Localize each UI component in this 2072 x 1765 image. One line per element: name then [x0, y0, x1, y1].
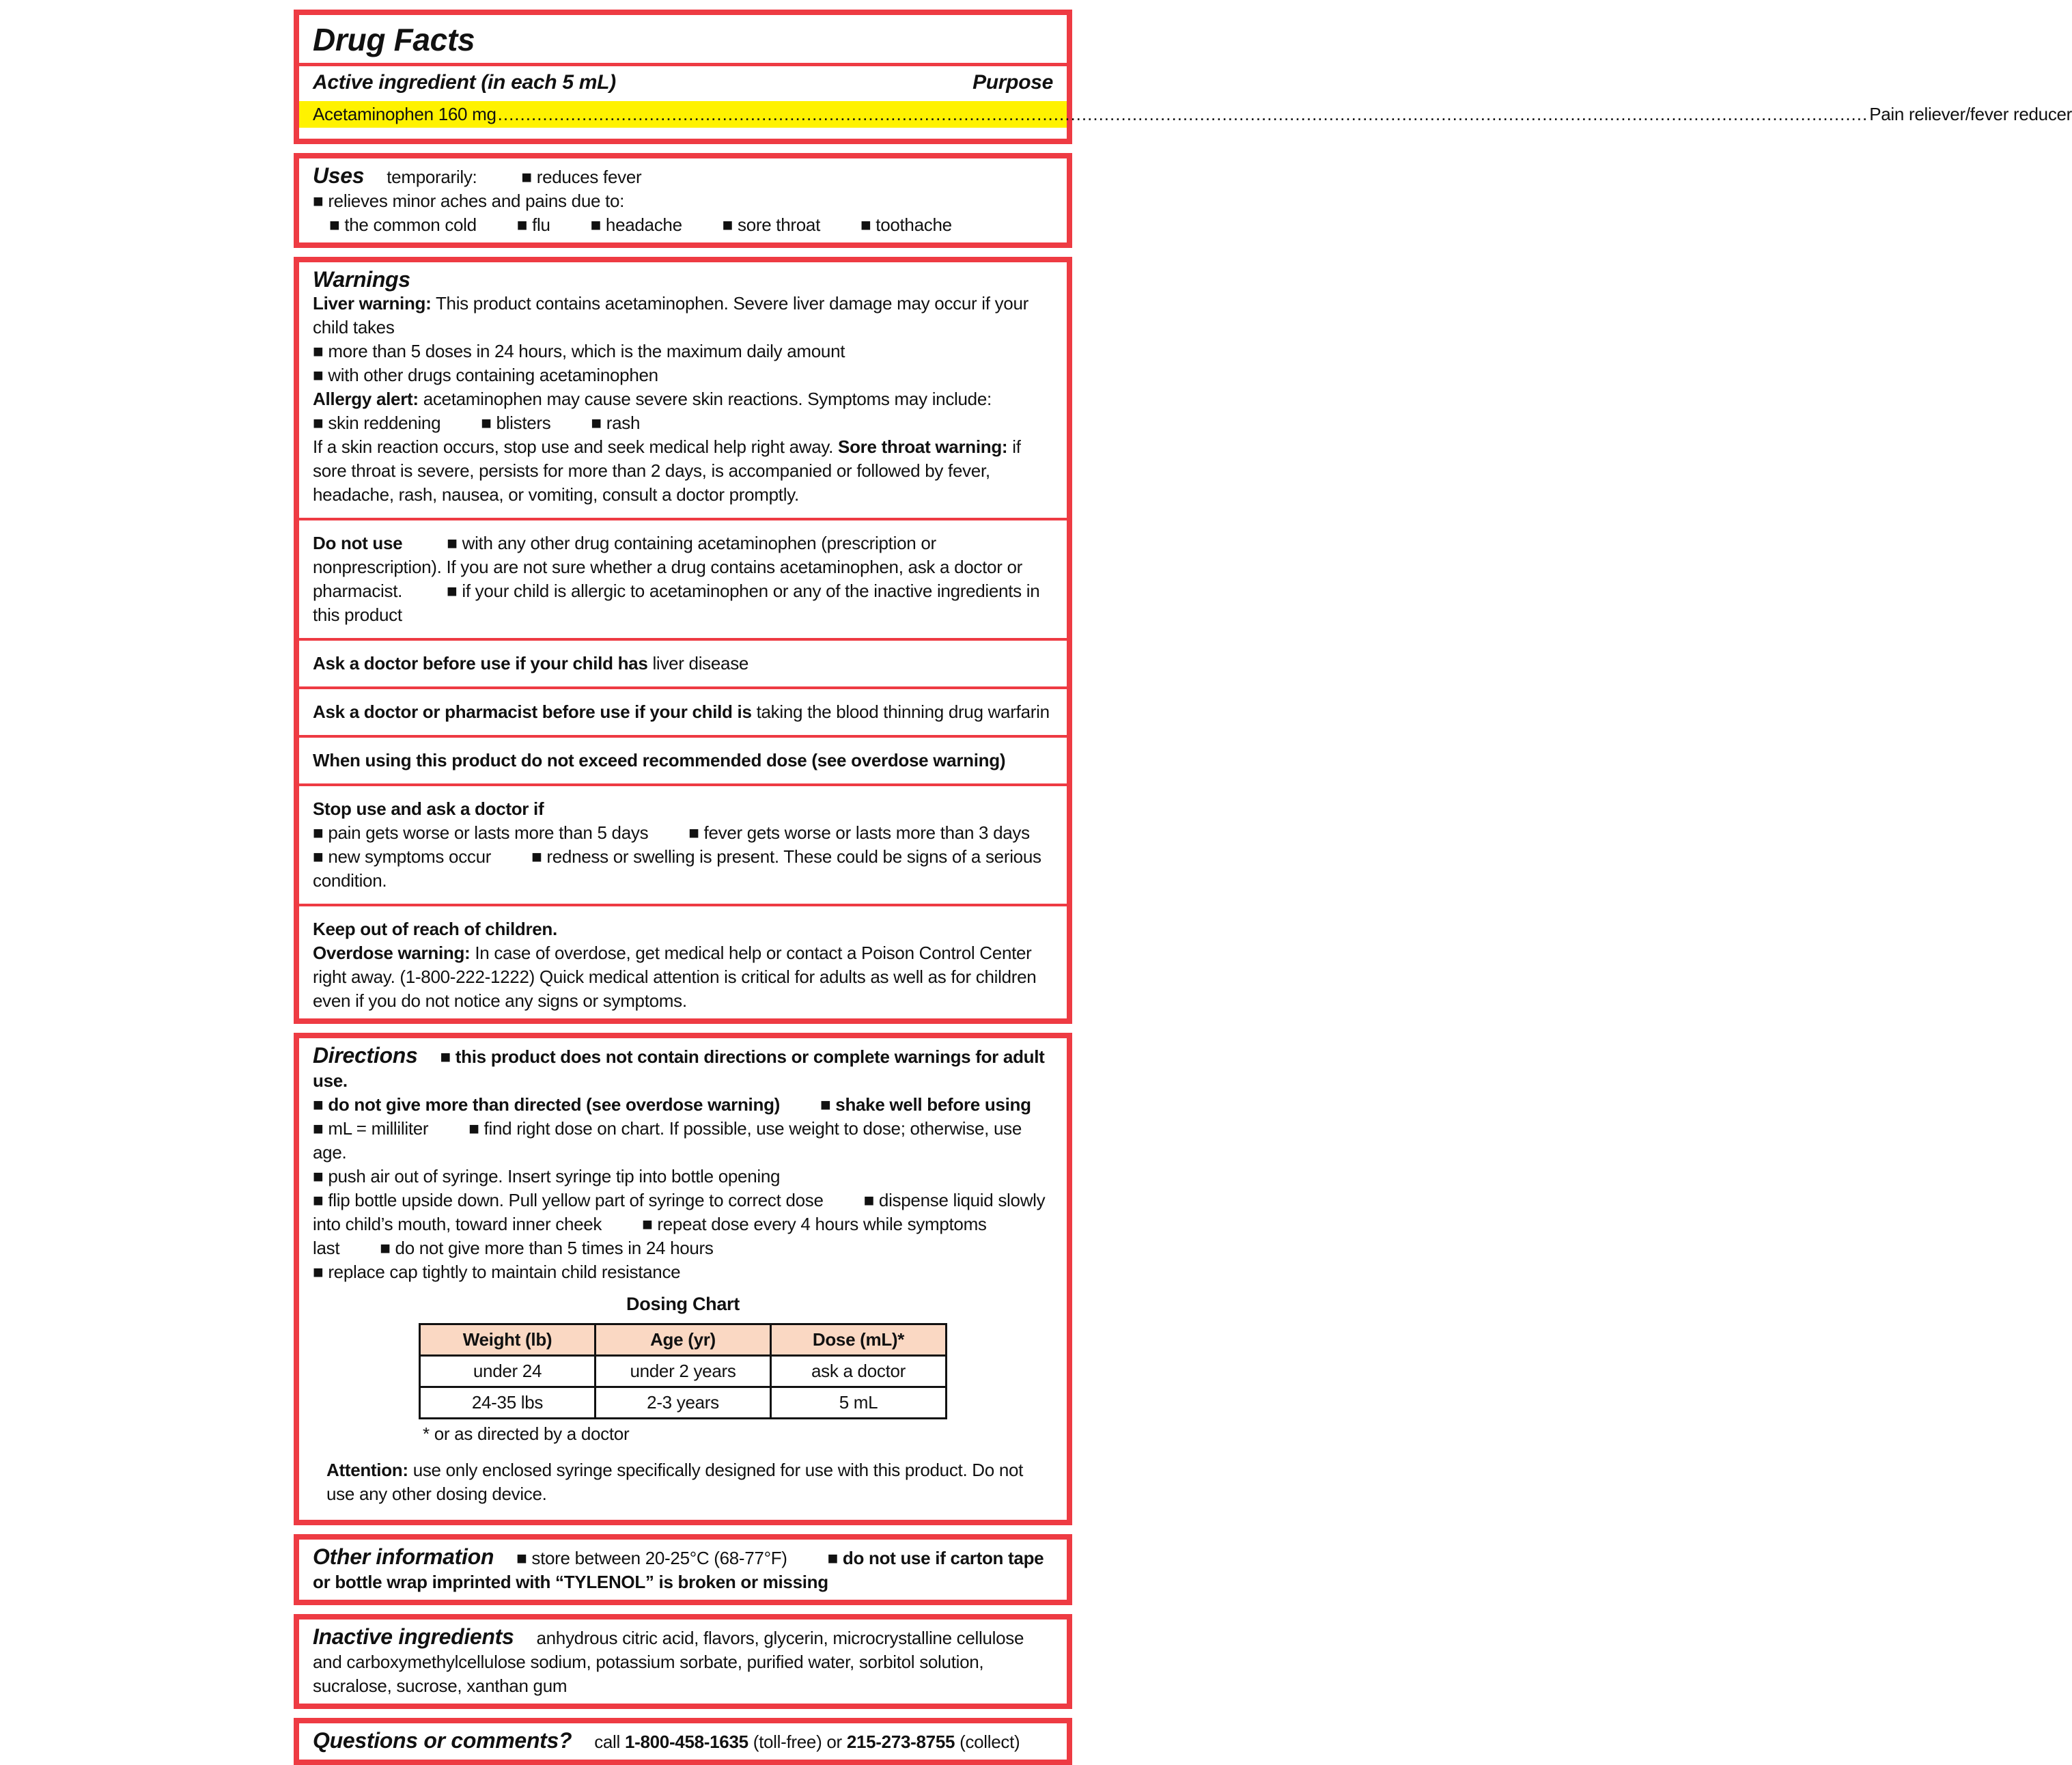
directions-flow-row: [313, 1189, 1053, 1260]
active-ingredient-row: [299, 66, 1067, 98]
uses-conditions: [313, 213, 1053, 237]
uses-bullet-reduces-fever: ■ reduces fever: [521, 167, 642, 187]
keep-out-text: Keep out of reach of children.: [313, 919, 557, 939]
uses-intro: temporarily:: [387, 167, 477, 187]
uses-line-1: [313, 164, 1053, 189]
warnings-divider-1: [299, 518, 1067, 520]
liver-bullet-1: ■ more than 5 doses in 24 hours, which is the maximum daily amount: [313, 341, 845, 361]
warnings-divider-2: [299, 638, 1067, 641]
condition-sore-throat: ■ sore throat: [722, 214, 820, 235]
ask-pharmacist-section: [299, 695, 1067, 729]
directions-five-times: ■ do not give more than 5 times in 24 hours: [380, 1238, 714, 1258]
cell-dose-ask-doctor: ask a doctor: [771, 1356, 947, 1387]
symptom-skin-reddening: ■ skin reddening: [313, 413, 441, 433]
overdose-paragraph: [313, 941, 1053, 1013]
ask-pharmacist-label: Ask a doctor or pharmacist before use if your child is: [313, 701, 752, 722]
condition-flu: ■ flu: [516, 214, 550, 235]
allergy-alert-text: acetaminophen may cause severe skin reactions. Symptoms may include:: [423, 389, 992, 409]
stop-use-new-symptoms: ■ new symptoms occur: [313, 846, 492, 867]
condition-toothache: ■ toothache: [860, 214, 952, 235]
ask-doctor-label: Ask a doctor before use if your child has: [313, 653, 648, 673]
directions-bold-row: [313, 1093, 1053, 1117]
warnings-general-section: [299, 262, 1067, 512]
sore-throat-warning-label: Sore throat warning:: [838, 436, 1008, 457]
do-not-use-paragraph: [313, 531, 1053, 627]
directions-dispense-liquid: ■ dispense liquid slowly into child’s mouth, toward inner cheek: [313, 1190, 1046, 1234]
liver-warning-text: This product contains acetaminophen. Severe liver damage may occur if your child takes: [313, 293, 1028, 337]
toll-free-suffix: (toll-free) or: [753, 1732, 842, 1752]
dosing-chart: [419, 1323, 947, 1446]
questions-heading: Questions or comments?: [313, 1728, 572, 1753]
cell-dose-5ml: 5 mL: [771, 1387, 947, 1419]
warnings-divider-3: [299, 686, 1067, 689]
when-using-section: [299, 743, 1067, 778]
directions-repeat-dose: ■ repeat dose every 4 hours while symptoms last: [313, 1214, 987, 1258]
cell-age-under-2: under 2 years: [596, 1356, 771, 1387]
dosing-table: [419, 1323, 947, 1419]
purpose-heading: Purpose: [972, 71, 1053, 94]
inactive-ingredients-text: anhydrous citric acid, flavors, glycerin, microcrystalline cellulose and carboxymethylcellulose sodium, potassium sorbate, purified water, sorbitol solution, sucralose, sucrose, xanthan gum: [313, 1628, 1024, 1696]
directions-ml-milliliter: ■ mL = milliliter: [313, 1118, 429, 1139]
overdose-warning-label: Overdose warning:: [313, 943, 471, 963]
inactive-ingredients-paragraph: [313, 1625, 1053, 1698]
stop-use-section: [299, 792, 1067, 898]
table-row: [420, 1387, 947, 1419]
dosing-chart-title: Dosing Chart: [626, 1294, 740, 1314]
allergy-symptoms: [313, 411, 1053, 435]
stop-use-redness: ■ redness or swelling is present. These could be signs of a serious condition.: [313, 846, 1041, 891]
skin-reaction-text: If a skin reaction occurs, stop use and seek medical help right away.: [313, 436, 834, 457]
attention-text: use only enclosed syringe specifically designed for use with this product. Do not use any other dosing device.: [326, 1460, 1024, 1504]
ask-doctor-paragraph: [313, 652, 1053, 676]
dosing-table-header-row: [420, 1324, 947, 1356]
do-not-use-label: Do not use: [313, 533, 403, 553]
warnings-divider-5: [299, 783, 1067, 786]
stop-use-label: Stop use and ask a doctor if: [313, 798, 544, 819]
collect-suffix: (collect): [960, 1732, 1020, 1752]
phone-toll-free: 1-800-458-1635: [624, 1732, 748, 1752]
attention-paragraph: [313, 1449, 1053, 1514]
liver-warning: [313, 292, 1053, 339]
ingredient-name: Acetaminophen 160 mg: [313, 104, 496, 124]
skin-reaction-paragraph: [313, 435, 1053, 507]
ask-doctor-text: liver disease: [652, 653, 749, 673]
stop-use-row-2: [313, 845, 1053, 893]
header-box: [294, 10, 2072, 144]
warnings-box: [294, 257, 1072, 1024]
overdose-warning-text: In case of overdose, get medical help or contact a Poison Control Center right away. (1-800-222-1222) Quick medical attention is critical for adults as well as for children even if you do not notice any signs or symptoms.: [313, 943, 1037, 1011]
warnings-heading: Warnings: [313, 267, 410, 292]
symptom-blisters: ■ blisters: [481, 413, 551, 433]
call-prefix: call: [594, 1732, 621, 1752]
sore-throat-warning-text: if sore throat is severe, persists for more than 2 days, is accompanied or followed by fever, headache, rash, nausea, or vomiting, consult a doctor promptly.: [313, 436, 1021, 505]
directions-find-right-dose: ■ find right dose on chart. If possible, use weight to dose; otherwise, use age.: [313, 1118, 1022, 1163]
highlighted-ingredient-line: [299, 101, 2072, 128]
drug-facts-label: [294, 10, 2072, 1765]
inactive-ingredients-box: [294, 1614, 1072, 1709]
keep-out-section: [299, 912, 1067, 1018]
stop-use-row-1: [313, 821, 1053, 845]
attention-label: Attention:: [326, 1460, 408, 1480]
active-ingredient-heading: Active ingredient (in each 5 mL): [313, 71, 616, 94]
other-information-box: [294, 1534, 1072, 1605]
purpose-value: Pain reliever/fever reducer: [1869, 104, 2072, 124]
stop-use-fever: ■ fever gets worse or lasts more than 3 days: [688, 822, 1030, 843]
condition-common-cold: ■ the common cold: [329, 214, 477, 235]
stop-use-pain: ■ pain gets worse or lasts more than 5 days: [313, 822, 649, 843]
cell-weight-under-24: under 24: [420, 1356, 596, 1387]
allergy-alert-label: Allergy alert:: [313, 389, 419, 409]
questions-box: [294, 1718, 1072, 1765]
tape-bullet: ■ do not use if carton tape or bottle wrap imprinted with “TYLENOL” is broken or missing: [313, 1548, 1044, 1592]
directions-heading: Directions: [313, 1043, 418, 1068]
directions-adult-use: ■ this product does not contain directions or complete warnings for adult use.: [313, 1046, 1045, 1091]
directions-do-not-give-more: ■ do not give more than directed (see overdose warning): [313, 1094, 781, 1115]
store-bullet: ■ store between 20-25°C (68-77°F): [516, 1548, 787, 1568]
phone-collect: 215-273-8755: [846, 1732, 955, 1752]
questions-paragraph: [313, 1729, 1053, 1754]
liver-warning-label: Liver warning:: [313, 293, 432, 314]
uses-bullet-relieves: ■ relieves minor aches and pains due to:: [313, 191, 625, 211]
allergy-alert: [313, 387, 1053, 411]
other-information-heading: Other information: [313, 1544, 494, 1569]
directions-replace-cap: ■ replace cap tightly to maintain child resistance: [313, 1262, 681, 1282]
do-not-use-bullet-1: ■ with any other drug containing acetaminophen (prescription or nonprescription). If you are not sure whether a drug contains acetaminophen, ask a doctor or pharmacist.: [313, 533, 1023, 601]
cell-weight-24-35: 24-35 lbs: [420, 1387, 596, 1419]
condition-headache: ■ headache: [590, 214, 682, 235]
warnings-divider-4: [299, 735, 1067, 738]
directions-ml-row: [313, 1117, 1053, 1165]
ask-doctor-section: [299, 646, 1067, 681]
uses-heading: Uses: [313, 163, 365, 188]
warnings-divider-6: [299, 904, 1067, 906]
header-age: Age (yr): [596, 1324, 771, 1356]
ask-pharmacist-paragraph: [313, 700, 1053, 724]
liver-bullet-2: ■ with other drugs containing acetaminophen: [313, 365, 658, 385]
table-row: [420, 1356, 947, 1387]
other-information-paragraph: [313, 1545, 1053, 1594]
directions-line-1: [313, 1044, 1053, 1093]
uses-box: [294, 153, 1072, 248]
directions-section: [299, 1038, 1067, 1520]
symptom-rash: ■ rash: [591, 413, 641, 433]
directions-push-air: ■ push air out of syringe. Insert syringe tip into bottle opening: [313, 1166, 781, 1186]
inactive-ingredients-heading: Inactive ingredients: [313, 1624, 514, 1649]
ask-pharmacist-text: taking the blood thinning drug warfarin: [756, 701, 1050, 722]
drug-facts-title: Drug Facts: [313, 22, 475, 57]
cell-age-2-3: 2-3 years: [596, 1387, 771, 1419]
dosing-chart-footnote: * or as directed by a doctor: [423, 1423, 630, 1444]
do-not-use-section: [299, 526, 1067, 633]
do-not-use-bullet-2: ■ if your child is allergic to acetaminophen or any of the inactive ingredients in this product: [313, 581, 1040, 625]
dot-leader: [498, 102, 1868, 126]
when-using-text: When using this product do not exceed recommended dose (see overdose warning): [313, 750, 1006, 770]
directions-shake-well: ■ shake well before using: [820, 1094, 1031, 1115]
directions-flip-bottle: ■ flip bottle upside down. Pull yellow part of syringe to correct dose: [313, 1190, 824, 1210]
header-weight: Weight (lb): [420, 1324, 596, 1356]
directions-box: [294, 1033, 1072, 1525]
header-dose: Dose (mL)*: [771, 1324, 947, 1356]
